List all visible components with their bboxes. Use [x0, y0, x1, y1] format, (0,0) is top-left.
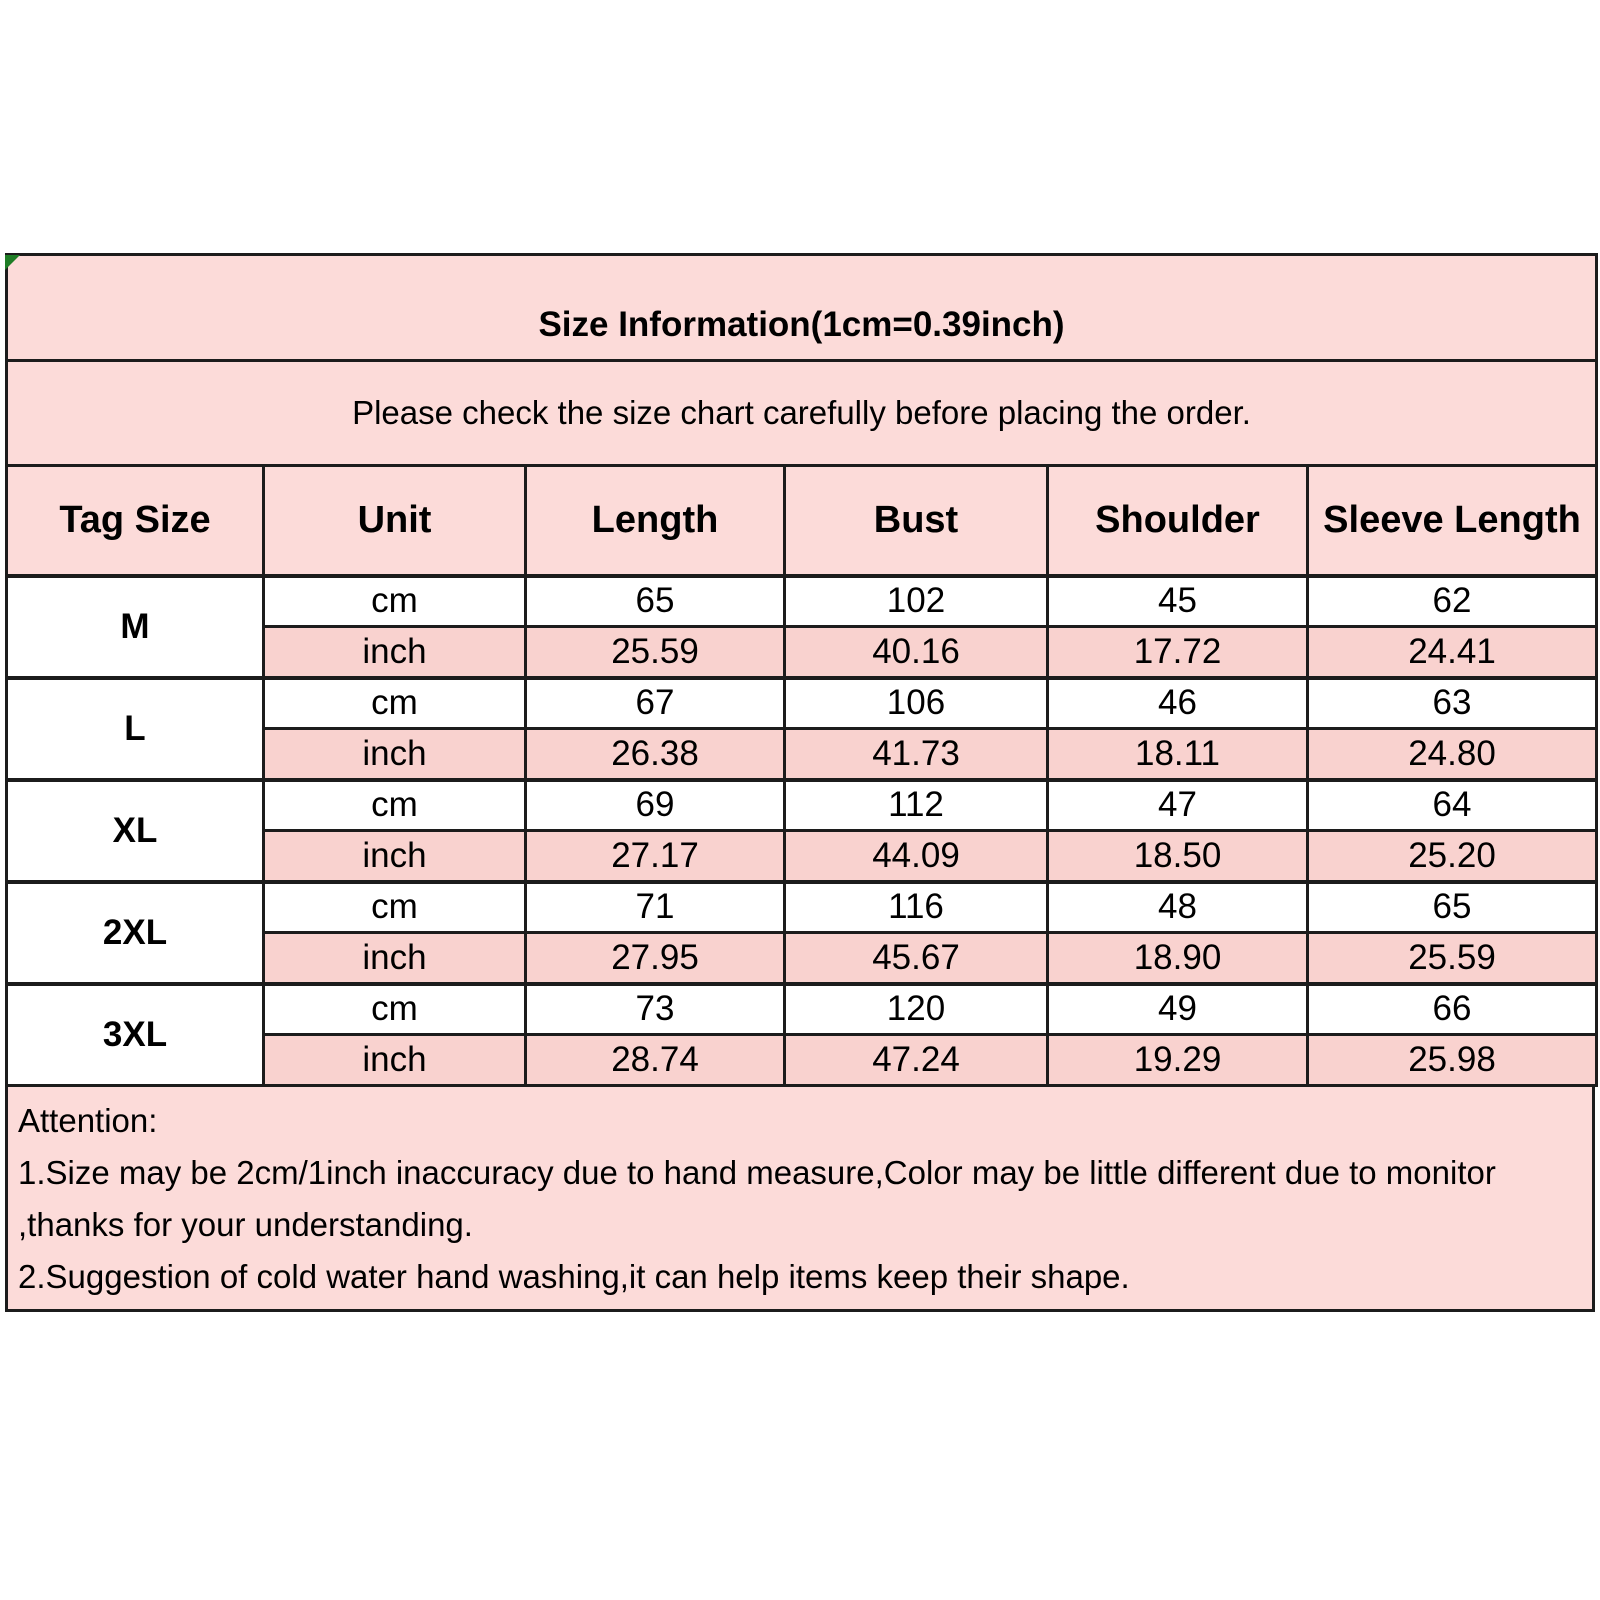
shoulder-cell: 18.90 [1048, 933, 1308, 984]
bust-cell: 106 [785, 678, 1048, 729]
sleeve-cell: 25.98 [1308, 1035, 1597, 1086]
sleeve-cell: 25.20 [1308, 831, 1597, 882]
unit-cell: inch [264, 831, 526, 882]
page-title: Size Information(1cm=0.39inch) [7, 255, 1597, 361]
length-cell: 65 [526, 576, 785, 627]
column-header-sleeve-length: Sleeve Length [1308, 466, 1597, 576]
table-subtitle-row [7, 361, 1597, 466]
unit-cell: inch [264, 729, 526, 780]
sleeve-cell: 65 [1308, 882, 1597, 933]
unit-cell: cm [264, 678, 526, 729]
length-cell: 73 [526, 984, 785, 1035]
unit-cell: cm [264, 984, 526, 1035]
shoulder-cell: 18.50 [1048, 831, 1308, 882]
table-subtitle: Please check the size chart carefully before placing the order. [7, 361, 1597, 466]
table-row [7, 576, 1597, 627]
tag-size-cell: M [7, 576, 264, 678]
table-title-row [7, 255, 1597, 361]
table-header-row [7, 466, 1597, 576]
bust-cell: 47.24 [785, 1035, 1048, 1086]
column-header-length: Length [526, 466, 785, 576]
table-row [7, 780, 1597, 831]
tag-size-cell: 2XL [7, 882, 264, 984]
attention-note-2: 2.Suggestion of cold water hand washing,it can help items keep their shape. [18, 1258, 1130, 1295]
sleeve-cell: 63 [1308, 678, 1597, 729]
length-cell: 27.95 [526, 933, 785, 984]
column-header-tag-size: Tag Size [7, 466, 264, 576]
table-row [7, 882, 1597, 933]
bust-cell: 120 [785, 984, 1048, 1035]
bust-cell: 40.16 [785, 627, 1048, 678]
unit-cell: cm [264, 576, 526, 627]
length-cell: 28.74 [526, 1035, 785, 1086]
length-cell: 71 [526, 882, 785, 933]
sleeve-cell: 24.41 [1308, 627, 1597, 678]
tag-size-cell: 3XL [7, 984, 264, 1086]
unit-cell: inch [264, 627, 526, 678]
cell-corner-marker-icon [5, 255, 20, 270]
size-chart-sheet [5, 253, 1595, 1312]
sleeve-cell: 62 [1308, 576, 1597, 627]
length-cell: 25.59 [526, 627, 785, 678]
bust-cell: 44.09 [785, 831, 1048, 882]
bust-cell: 102 [785, 576, 1048, 627]
sleeve-cell: 24.80 [1308, 729, 1597, 780]
sleeve-cell: 64 [1308, 780, 1597, 831]
tag-size-cell: XL [7, 780, 264, 882]
attention-section [5, 1087, 1595, 1312]
bust-cell: 112 [785, 780, 1048, 831]
shoulder-cell: 45 [1048, 576, 1308, 627]
shoulder-cell: 46 [1048, 678, 1308, 729]
bust-cell: 41.73 [785, 729, 1048, 780]
table-row [7, 984, 1597, 1035]
shoulder-cell: 49 [1048, 984, 1308, 1035]
column-header-unit: Unit [264, 466, 526, 576]
attention-note-1: 1.Size may be 2cm/1inch inaccuracy due to hand measure,Color may be little different due to monitor ,thanks for your understanding. [18, 1154, 1496, 1243]
length-cell: 26.38 [526, 729, 785, 780]
unit-cell: cm [264, 882, 526, 933]
shoulder-cell: 19.29 [1048, 1035, 1308, 1086]
attention-heading: Attention: [18, 1102, 158, 1139]
column-header-shoulder: Shoulder [1048, 466, 1308, 576]
table-row [7, 678, 1597, 729]
bust-cell: 45.67 [785, 933, 1048, 984]
shoulder-cell: 47 [1048, 780, 1308, 831]
sleeve-cell: 25.59 [1308, 933, 1597, 984]
shoulder-cell: 17.72 [1048, 627, 1308, 678]
tag-size-cell: L [7, 678, 264, 780]
sleeve-cell: 66 [1308, 984, 1597, 1035]
shoulder-cell: 18.11 [1048, 729, 1308, 780]
length-cell: 69 [526, 780, 785, 831]
unit-cell: inch [264, 1035, 526, 1086]
column-header-bust: Bust [785, 466, 1048, 576]
length-cell: 67 [526, 678, 785, 729]
length-cell: 27.17 [526, 831, 785, 882]
bust-cell: 116 [785, 882, 1048, 933]
unit-cell: cm [264, 780, 526, 831]
shoulder-cell: 48 [1048, 882, 1308, 933]
unit-cell: inch [264, 933, 526, 984]
size-table [5, 253, 1598, 1087]
